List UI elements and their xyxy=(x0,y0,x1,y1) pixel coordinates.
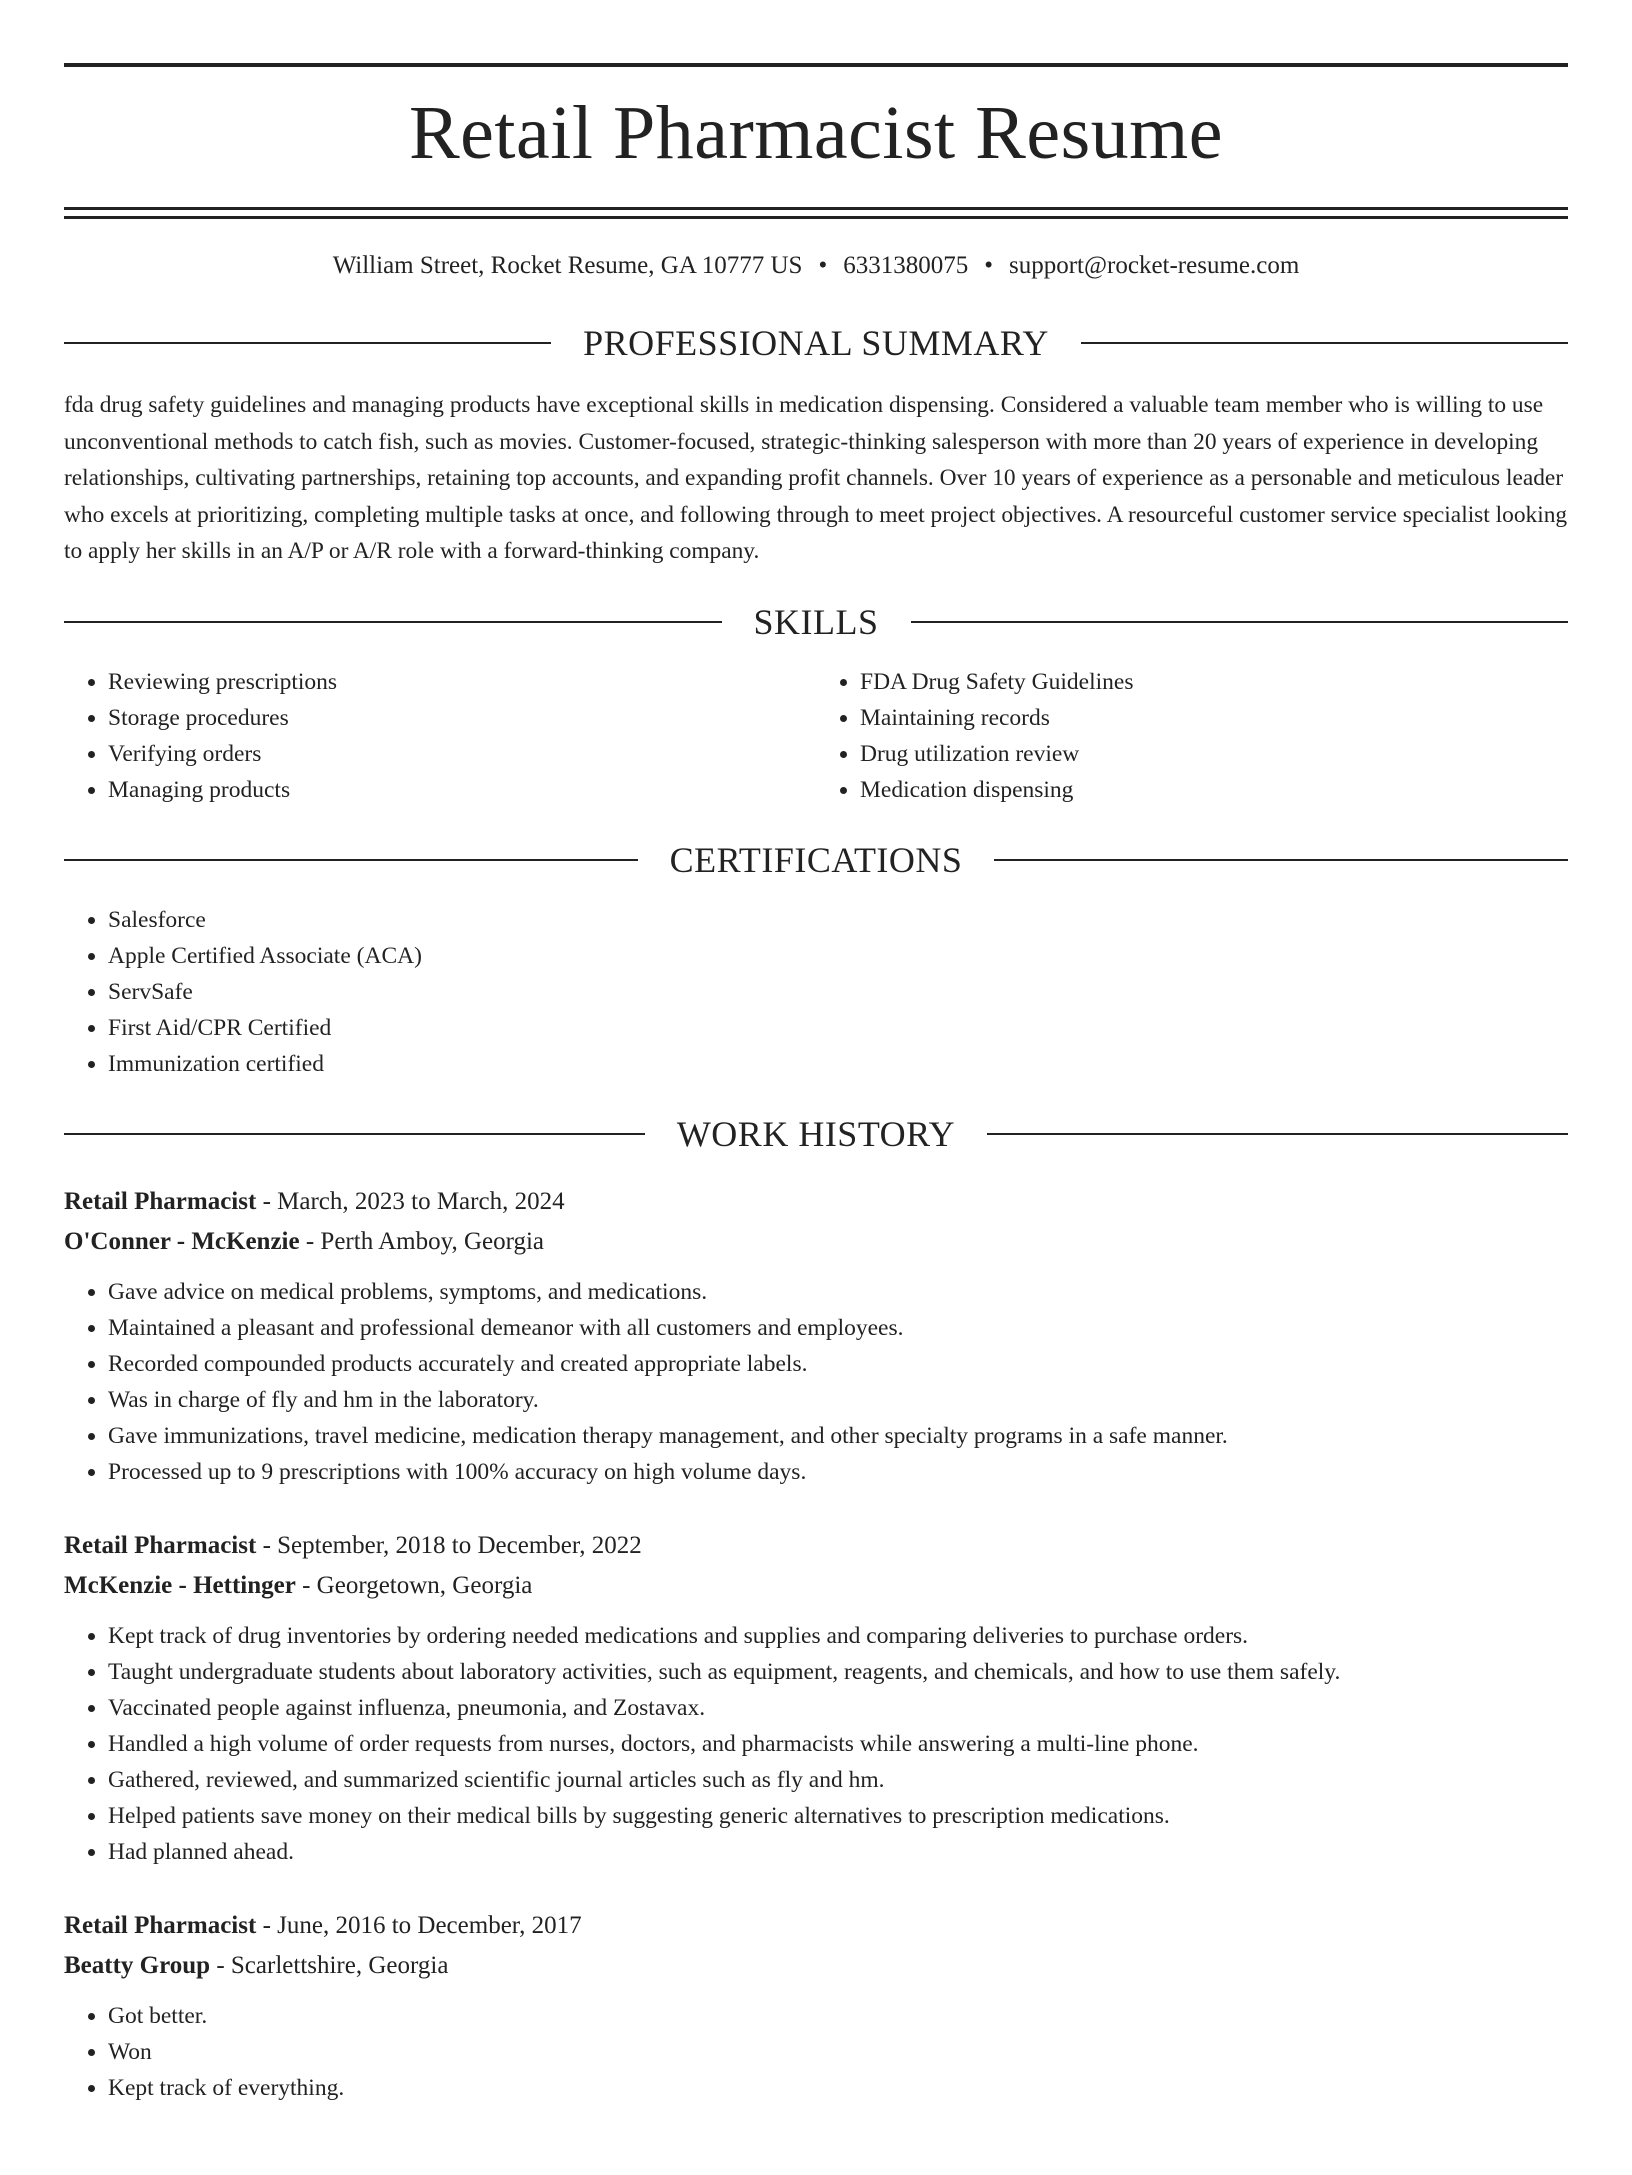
job-location: - Perth Amboy, Georgia xyxy=(299,1227,545,1255)
job-bullet: • Got better. xyxy=(108,1998,1568,2034)
job-bullet: • Kept track of everything. xyxy=(108,2070,1568,2106)
job-bullet: • Processed up to 9 prescriptions with 100% accuracy on high volume days. xyxy=(108,1454,1568,1490)
job-bullets xyxy=(64,1998,1568,2106)
summary-paragraph: fda drug safety guidelines and managing products have exceptional skills in medication dispensing. Considered a valuable team member who is willing to use unconventional methods to catch fish, such as movies. Customer-focused, strategic-thinking salesperson with more than 20 years of experience in developing relationships, cultivating partnerships, retaining top accounts, and expanding profit channels. Over 10 years of experience as a personable and meticulous leader who excels at prioritizing, completing multiple tasks at once, and following through to meet project objectives. A resourceful customer service specialist looking to apply her skills in an A/P or A/R role with a forward-thinking company. xyxy=(64,392,1568,564)
contact-phone: 6331380075 xyxy=(843,252,969,279)
contact-email: support@rocket-resume.com xyxy=(1009,252,1300,279)
contact-separator: • xyxy=(984,252,993,279)
certification-item: • Immunization certified xyxy=(108,1046,1568,1082)
page-title: Retail Pharmacist Resume xyxy=(408,91,1224,175)
job-entry xyxy=(64,1906,1568,2106)
job-bullet: • Gave advice on medical problems, symptoms, and medications. xyxy=(108,1274,1568,1310)
job-title-line xyxy=(64,1526,1568,1566)
job-company: McKenzie - Hettinger xyxy=(64,1571,296,1599)
job-title: Retail Pharmacist xyxy=(64,1531,257,1559)
heading-rule xyxy=(64,621,722,623)
job-location: - Scarlettshire, Georgia xyxy=(210,1951,449,1979)
job-company-line xyxy=(64,1566,1568,1606)
job-bullet: • Was in charge of fly and hm in the laboratory. xyxy=(108,1382,1568,1418)
heading-rule xyxy=(64,859,638,861)
job-dates: - June, 2016 to December, 2017 xyxy=(256,1911,582,1939)
contact-address: William Street, Rocket Resume, GA 10777 US xyxy=(332,252,803,279)
summary-section-heading xyxy=(64,325,1568,361)
certifications-section-heading xyxy=(64,839,1568,880)
job-bullet: • Recorded compounded products accurately and created appropriate labels. xyxy=(108,1346,1568,1382)
certification-item: • First Aid/CPR Certified xyxy=(108,1010,1568,1046)
skills-section-heading xyxy=(64,601,1568,642)
top-rule xyxy=(64,63,1568,67)
job-company-line xyxy=(64,1946,1568,1986)
certifications-heading-label: CERTIFICATIONS xyxy=(669,839,963,880)
job-bullet: • Maintained a pleasant and professional demeanor with all customers and employees. xyxy=(108,1310,1568,1346)
job-bullet: • Handled a high volume of order requests from nurses, doctors, and pharmacists while answering a multi-line phone. xyxy=(108,1726,1568,1762)
work-history-section-heading xyxy=(64,1113,1568,1154)
title-double-rule xyxy=(64,207,1568,219)
job-company: O'Conner - McKenzie xyxy=(64,1227,300,1255)
skill-item: • Reviewing prescriptions xyxy=(108,664,816,700)
skill-item: • Verifying orders xyxy=(108,736,816,772)
contact-line xyxy=(64,253,1568,278)
summary-heading-label: PROFESSIONAL SUMMARY xyxy=(583,323,1049,363)
heading-rule xyxy=(911,621,1569,623)
job-dates: - March, 2023 to March, 2024 xyxy=(256,1187,565,1215)
job-bullet: • Had planned ahead. xyxy=(108,1834,1568,1870)
heading-rule xyxy=(1081,342,1568,344)
certifications-list xyxy=(64,902,1568,1082)
job-company: Beatty Group xyxy=(64,1951,211,1979)
skill-item: • Maintaining records xyxy=(860,700,1568,736)
job-bullet: • Gathered, reviewed, and summarized scientific journal articles such as fly and hm. xyxy=(108,1762,1568,1798)
skill-item: • Managing products xyxy=(108,772,816,808)
contact-separator: • xyxy=(818,252,828,279)
resume-page xyxy=(0,63,1632,2175)
job-bullets xyxy=(64,1274,1568,1490)
job-bullet: • Helped patients save money on their medical bills by suggesting generic alternatives to prescription medications. xyxy=(108,1798,1568,1834)
skill-item: • FDA Drug Safety Guidelines xyxy=(860,664,1568,700)
job-title-line xyxy=(64,1906,1568,1946)
job-title-line xyxy=(64,1182,1568,1222)
job-bullet: • Gave immunizations, travel medicine, medication therapy management, and other specialty programs in a safe manner. xyxy=(108,1418,1568,1454)
skill-item: • Medication dispensing xyxy=(860,772,1568,808)
certification-item: • Salesforce xyxy=(108,902,1568,938)
certification-item: • Apple Certified Associate (ACA) xyxy=(108,938,1568,974)
skills-column-right xyxy=(816,664,1568,808)
skills-heading-label: SKILLS xyxy=(753,601,879,642)
heading-rule xyxy=(64,1133,645,1135)
job-dates: - September, 2018 to December, 2022 xyxy=(256,1531,642,1559)
job-bullet: • Kept track of drug inventories by ordering needed medications and supplies and comparing deliveries to purchase orders. xyxy=(108,1618,1568,1654)
job-entry xyxy=(64,1182,1568,1490)
job-bullets xyxy=(64,1618,1568,1870)
skills-list xyxy=(64,664,1568,808)
job-bullet: • Won xyxy=(108,2034,1568,2070)
job-title: Retail Pharmacist xyxy=(64,1187,257,1215)
job-location: - Georgetown, Georgia xyxy=(295,1571,533,1599)
skills-column-left xyxy=(64,664,816,808)
heading-rule xyxy=(64,342,551,344)
job-title: Retail Pharmacist xyxy=(64,1911,257,1939)
job-bullet: • Vaccinated people against influenza, pneumonia, and Zostavax. xyxy=(108,1690,1568,1726)
heading-rule xyxy=(987,1133,1568,1135)
job-bullet: • Taught undergraduate students about laboratory activities, such as equipment, reagents, and chemicals, and how to use them safely. xyxy=(108,1654,1568,1690)
certification-item: • ServSafe xyxy=(108,974,1568,1010)
skill-item: • Drug utilization review xyxy=(860,736,1568,772)
skill-item: • Storage procedures xyxy=(108,700,816,736)
work-history-heading-label: WORK HISTORY xyxy=(676,1113,956,1154)
job-entry xyxy=(64,1526,1568,1870)
heading-rule xyxy=(994,859,1568,861)
job-company-line xyxy=(64,1222,1568,1262)
